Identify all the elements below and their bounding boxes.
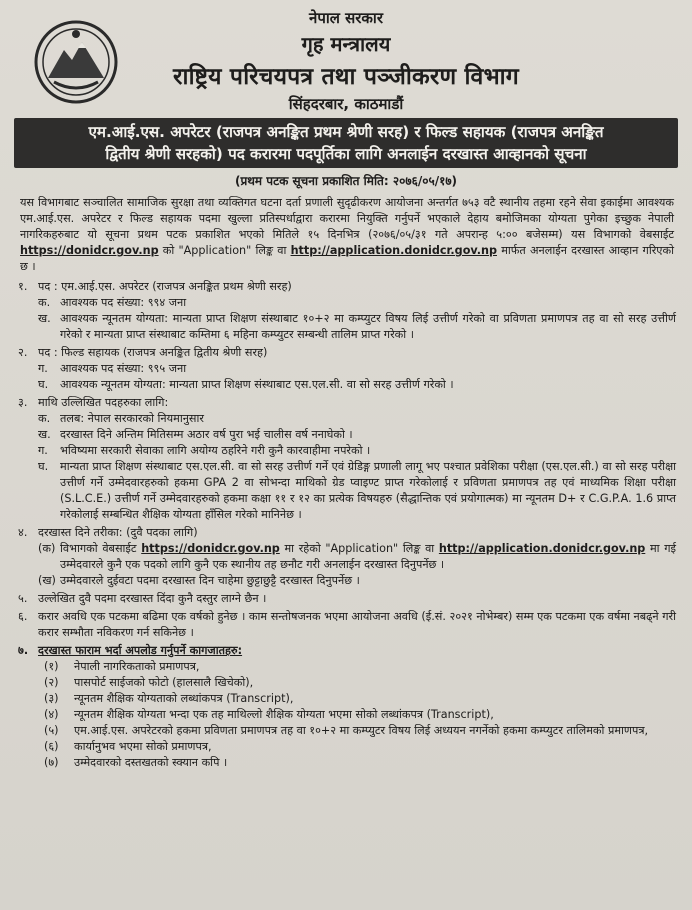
list-item: (५) एम.आई.एस. अपरेटरको हकमा प्रविणता प्रमाणपत्र तह वा १०+२ मा कम्प्युटर विषय लिई अध्ययन नगर्नेको हकमा कम्प्युटर तालिमको प्रमाणपत्र, <box>44 724 649 737</box>
section-title: दरखास्त दिने तरीका: (दुवै पदका लागि) <box>38 526 198 539</box>
list-item: (१) नेपाली नागरिकताको प्रमाणपत्र, <box>44 660 200 673</box>
notice-title-banner <box>14 118 678 168</box>
list-item: ग. भविष्यमा सरकारी सेवाका लागि अयोग्य ठहरिने गरी कुनै कारवाहीमा नपरेको । <box>38 444 371 457</box>
section-number: ३. <box>18 396 28 409</box>
nepal-emblem-icon <box>34 20 118 104</box>
section-number: ६. <box>18 610 28 623</box>
government-name: नेपाल सरकार <box>309 9 383 27</box>
intro-text: यस विभागबाट सञ्चालित सामाजिक सुरक्षा तथा व्यक्तिगत घटना दर्ता प्रणाली सुदृढीकरण आयोजना अन्तर्गत ७५३ वटै स्थानीय तहमा रहने सेवा इकाईमा आवश्यक एम.आई.एस. अपरेटर र फिल्ड सहायक पदमा खुल्ला प्रतिस्पर्धाद्वारा करारमा नियुक्ति गर्नुपर्ने भएकाले देहाय बमोजिमका योग्यता पुगेका इच्छुक नेपाली नागरिकहरुबाट यो सूचना प्रथम पटक प्रकाशित भएको मितिले १५ दिनभित्र (२०७६/०५/३१ गते अपरान्ह ५:०० बजेसम्म) यस विभागको वेबसाईट <box>20 196 674 241</box>
department-name: राष्ट्रिय परिचयपत्र तथा पञ्जीकरण विभाग <box>173 64 519 90</box>
header <box>14 8 678 112</box>
intro-mid-text: को "Application" लिङ्क वा <box>162 244 287 257</box>
section-6 <box>18 609 676 641</box>
section-title: पद : फिल्ड सहायक (राजपत्र अनङ्कित द्वितीय श्रेणी सरह) <box>38 346 268 359</box>
section-5 <box>18 591 676 607</box>
publication-date: (प्रथम पटक सूचना प्रकाशित मिति: २०७६/०५/१७) <box>234 174 458 188</box>
list-item: घ. मान्यता प्राप्त शिक्षण संस्थाबाट एस.एल.सी. वा सो सरह उत्तीर्ण गर्ने एवं ग्रेडिङ्ग प्रणाली लागू भए पश्चात प्रवेशिका परीक्षा (एस.एल.सी.) वा सो सरह परीक्षा उत्तीर्ण गर्ने उम्मेदवारहरुको हकमा GPA 2 वा सोभन्दा माथिको ग्रेड प्वाइण्ट प्राप्त गरेकोलाई र प्रविणता प्रमाणपत्र तह एवं माध्यमिक शिक्षा परीक्षा (S.L.C.E.) उत्तीर्ण गर्ने उम्मेदवारहरुको हकमा कक्षा ११ र १२ का प्रत्येक विषयहरु (सैद्धान्तिक एवं प्रयोगात्मक) मा न्यूनतम D+ र C.G.P.A. 1.6 प्राप्त गरेकोलाई सम्बन्धित शैक्षिक योग्यता हाँसिल गरेको मानिनेछ । <box>38 460 676 521</box>
section-title: दरखास्त फाराम भर्दा अपलोड गर्नुपर्ने कागजातहरु: <box>38 644 243 657</box>
list-item: ख. दरखास्त दिने अन्तिम मितिसम्म अठार वर्ष पुरा भई चालीस वर्ष ननाघेको । <box>38 428 353 441</box>
address: सिंहदरबार, काठमाडौं <box>288 95 404 113</box>
intro-end-text: मार्फत अनलाईन दरखास्त आव्हान गरिएको छ । <box>20 244 674 273</box>
list-item: (६) कार्यानुभव भएमा सोको प्रमाणपत्र, <box>44 740 212 753</box>
section-2 <box>18 345 676 393</box>
ministry-name: गृह मन्त्रालय <box>301 32 391 56</box>
list-item: ख. आवश्यक न्यूनतम योग्यता: मान्यता प्राप्त शिक्षण संस्थाबाट १०+२ मा कम्प्युटर विषय लिई उत्तीर्ण गरेको वा प्रविणता प्रमाणपत्र तह वा सो सरह उत्तीर्ण गरेको र मान्यता प्राप्त संस्थाबाट कम्तिमा ६ महिना कम्प्युटर सम्बन्धी तालिम प्राप्त गरेको । <box>38 312 676 341</box>
list-item: (ख) उम्मेदवारले दुईवटा पदमा दरखास्त दिन चाहेमा छुट्टाछुट्टै दरखास्त दिनुपर्नेछ । <box>38 574 360 587</box>
list-item: (४) न्यूनतम शैक्षिक योग्यता भन्दा एक तह माथिल्लो शैक्षिक योग्यता भएमा सोको लब्धांकपत्र (Transcript), <box>44 708 494 721</box>
section-number: ७. <box>18 644 29 657</box>
section-title: माथि उल्लिखित पदहरुका लागि: <box>38 396 169 409</box>
section-number: २. <box>18 346 28 359</box>
section-4 <box>18 525 676 589</box>
notice-title-line-1: एम.आई.एस. अपरेटर (राजपत्र अनङ्कित प्रथम श्रेणी सरह) र फिल्ड सहायक (राजपत्र अनङ्कित <box>88 123 604 141</box>
list-item: क. तलब: नेपाल सरकारको नियमानुसार <box>38 412 204 425</box>
section-3 <box>18 395 676 523</box>
section-number: १. <box>18 280 28 293</box>
list-item: (क) विभागको वेबसाईट https://donidcr.gov.np मा रहेको "Application" लिङ्क वा http://application.donidcr.gov.np मा गई उम्मेदवारले कुनै एक पदको लागि कुनै एक स्थानीय तह छनौट गरी अनलाईन दरखास्त दिनुपर्नेछ । <box>38 542 677 571</box>
list-item: घ. आवश्यक न्यूनतम योग्यता: मान्यता प्राप्त शिक्षण संस्थाबाट एस.एल.सी. वा सो सरह उत्तीर्ण गरेको । <box>38 378 454 391</box>
section-number: ५. <box>18 592 28 605</box>
section-title: पद : एम.आई.एस. अपरेटर (राजपत्र अनङ्कित प्रथम श्रेणी सरह) <box>38 280 292 293</box>
application-link[interactable]: http://application.donidcr.gov.np <box>438 542 646 555</box>
section-text: करार अवधि एक पटकमा बढिमा एक वर्षको हुनेछ । काम सन्तोषजनक भएमा आयोजना अवधि (ई.सं. २०२१ नोभेम्बर) सम्म एक पटकमा एक वर्षमा नबढ्ने गरी करार सम्भौता नविकरण गर्न सकिनेछ । <box>38 610 676 639</box>
application-link[interactable]: http://application.donidcr.gov.np <box>290 244 497 257</box>
notice-title-line-2: द्वितीय श्रेणी सरहको) पद करारमा पदपूर्तिका लागि अनलाईन दरखास्त आव्हानको सूचना <box>105 145 587 163</box>
section-7 <box>18 643 676 771</box>
website-link[interactable]: https://donidcr.gov.np <box>20 244 159 257</box>
list-item: (२) पासपोर्ट साईजको फोटो (हालसालै खिचेको), <box>44 676 254 689</box>
website-link[interactable]: https://donidcr.gov.np <box>141 542 280 555</box>
section-1 <box>18 279 676 343</box>
list-item: (७) उम्मेदवारको दस्तखतको स्क्यान कपि । <box>44 756 228 769</box>
intro-paragraph <box>20 195 674 275</box>
list-item: क. आवश्यक पद संख्या: ९९४ जना <box>38 296 187 309</box>
list-item: (३) न्यूनतम शैक्षिक योग्यताको लब्धांकपत्र (Transcript), <box>44 692 294 705</box>
list-item: ग. आवश्यक पद संख्या: ९९५ जना <box>38 362 187 375</box>
section-text: उल्लेखित दुवै पदमा दरखास्त दिंदा कुनै दस्तुर लाग्ने छैन । <box>38 592 267 605</box>
section-number: ४. <box>18 526 28 539</box>
